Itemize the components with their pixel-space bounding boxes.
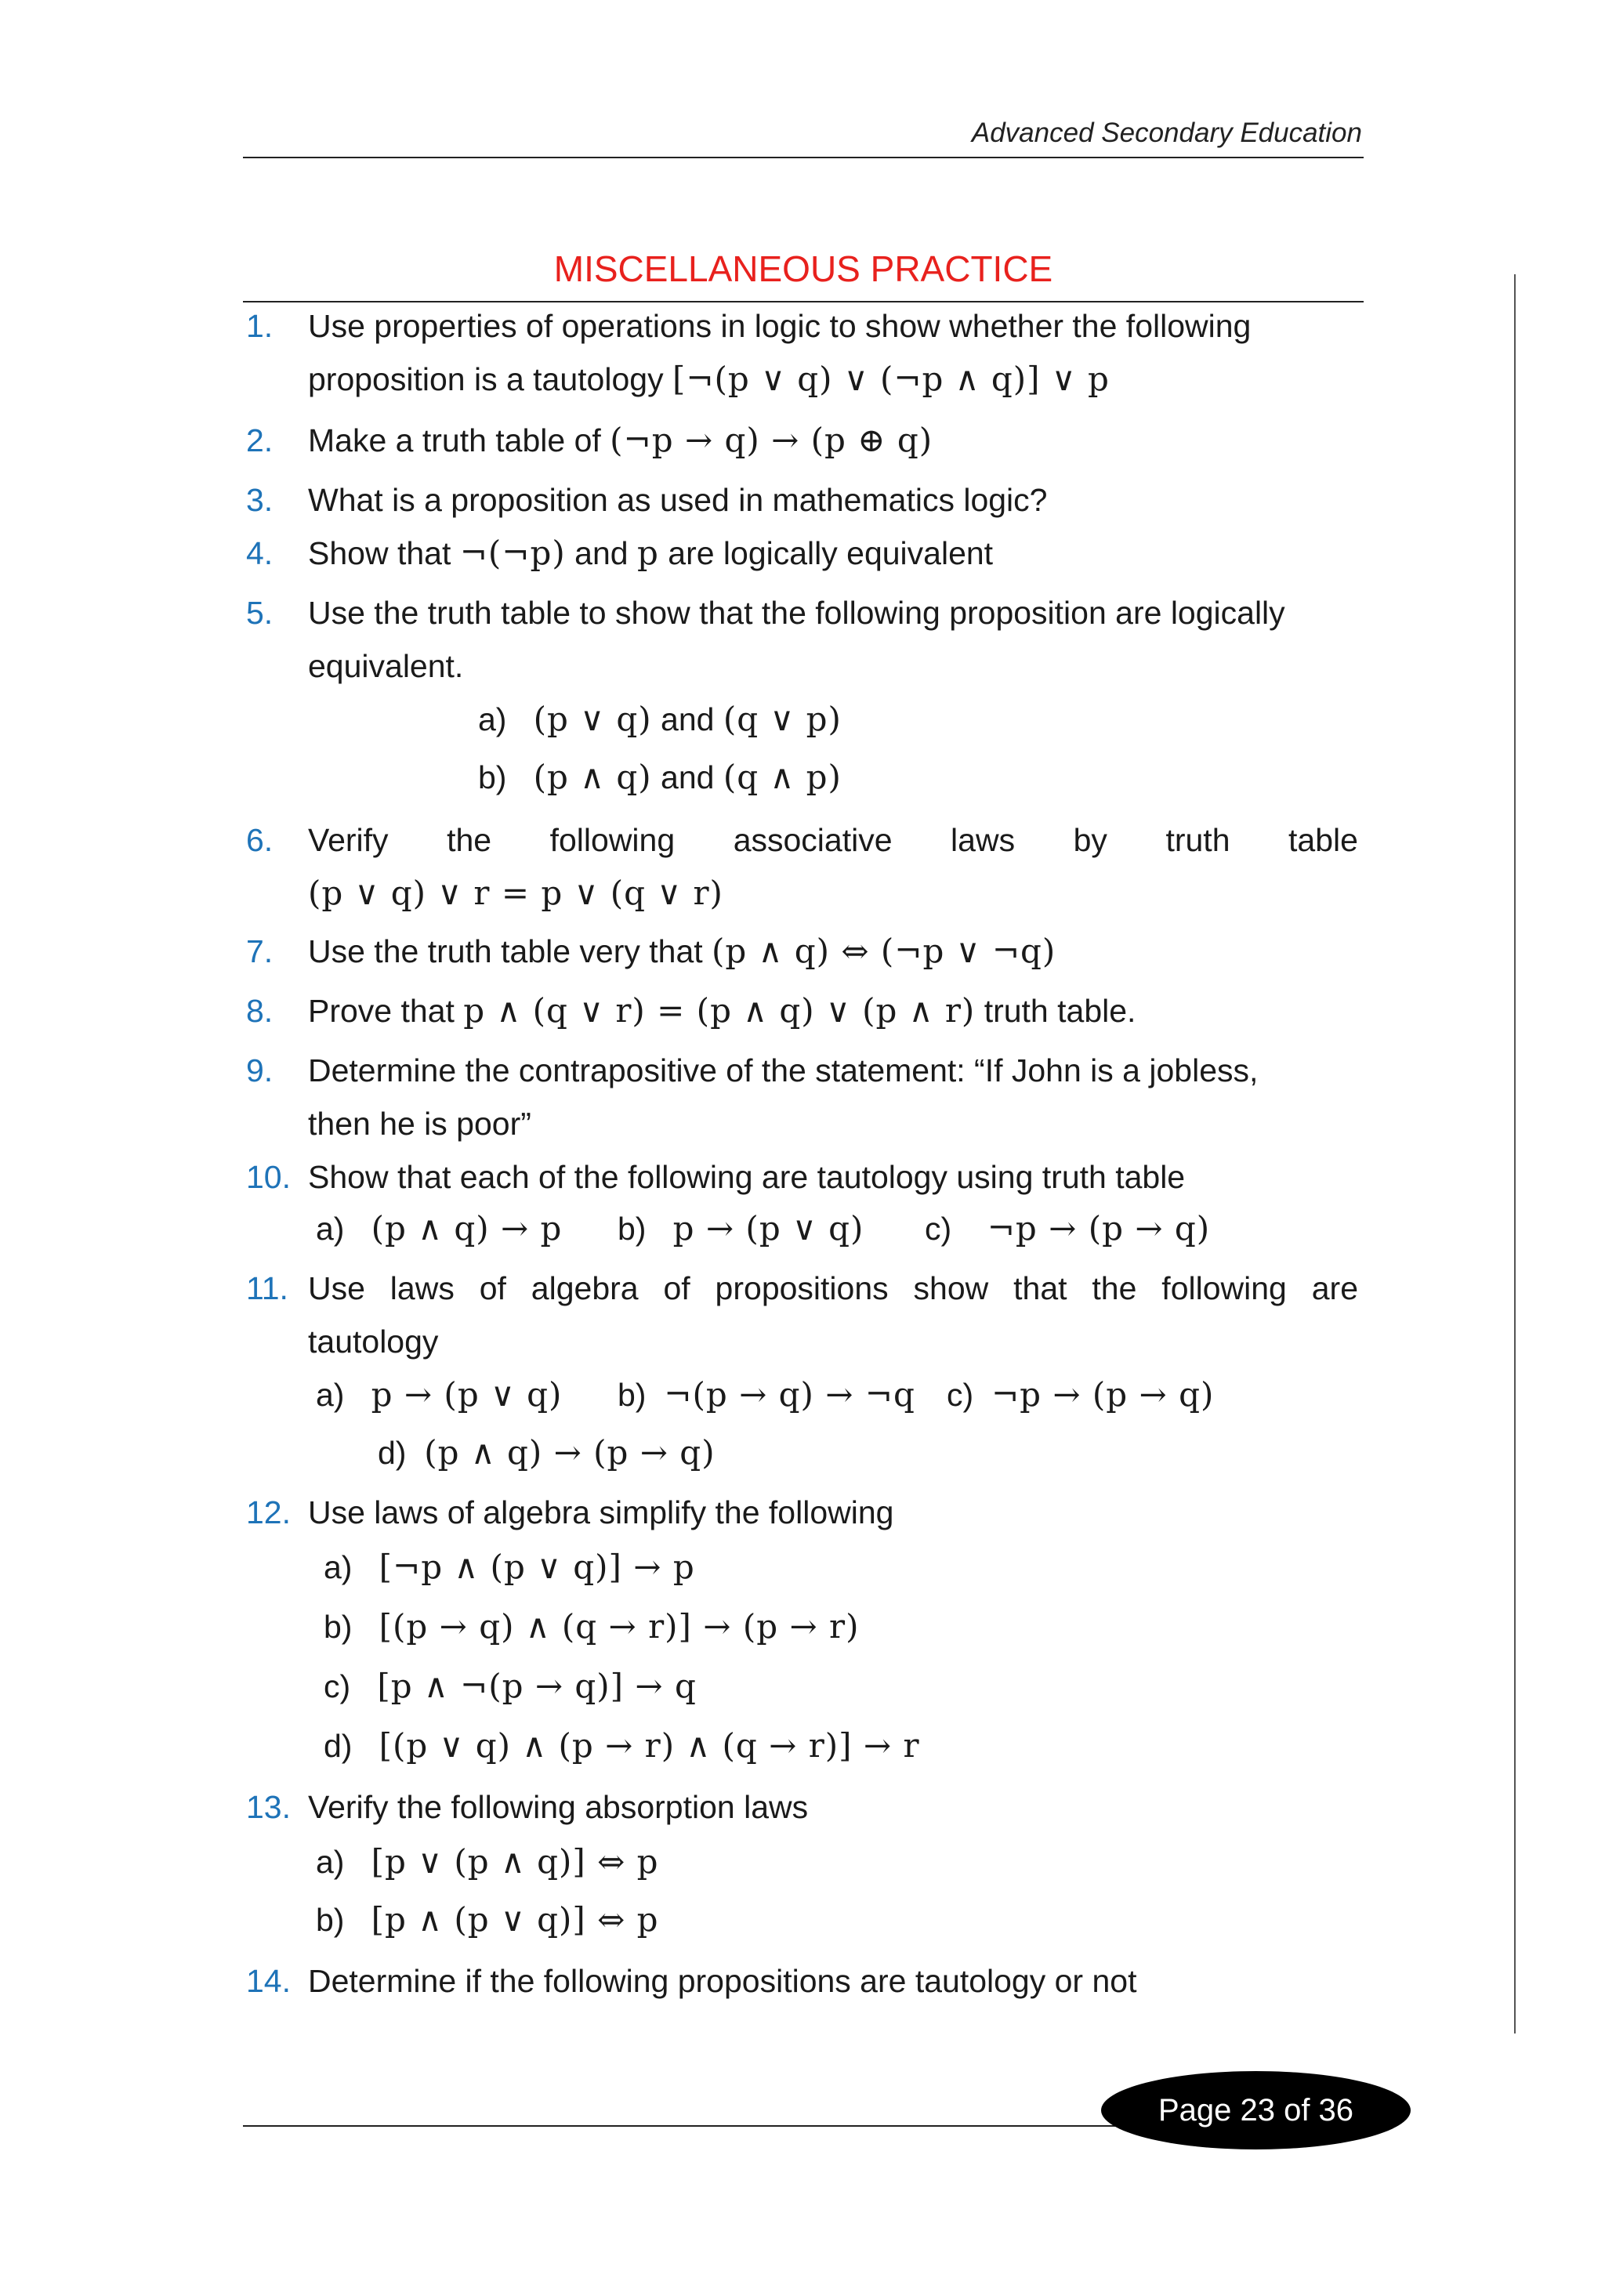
question-text: Use laws of algebra of propositions show that the following are bbox=[308, 1270, 1358, 1306]
section-title: MISCELLANEOUS PRACTICE bbox=[553, 248, 1053, 289]
sub-item-label: c) bbox=[947, 1377, 974, 1413]
header-divider bbox=[243, 157, 1364, 158]
math-expression: (p ∧ q) → p bbox=[371, 1209, 563, 1248]
math-expression: [(p ∨ q) ∧ (p → r) ∧ (q → r)] → r bbox=[379, 1726, 920, 1765]
math-expression: (p ∧ q) bbox=[533, 758, 652, 796]
sub-item-label: c) bbox=[324, 1668, 351, 1704]
math-expression: p → (p ∨ q) bbox=[371, 1375, 563, 1414]
math-expression: p ∧ (q ∨ r) = (p ∧ q) ∨ (p ∧ r) bbox=[463, 991, 976, 1030]
question-number: 2. bbox=[246, 422, 274, 458]
sub-item bbox=[618, 1208, 864, 1249]
sub-item-label: b) bbox=[618, 1211, 647, 1247]
math-expression: (q ∨ p) bbox=[723, 700, 842, 738]
question-number: 14. bbox=[246, 1963, 291, 1999]
sub-item-label: b) bbox=[478, 759, 507, 795]
sub-item-label: b) bbox=[324, 1609, 353, 1645]
question-number: 8. bbox=[246, 993, 274, 1029]
question-text-part: truth table. bbox=[975, 993, 1136, 1029]
sub-item-label: a) bbox=[316, 1211, 345, 1247]
question-text bbox=[308, 873, 723, 914]
sub-item bbox=[324, 1547, 695, 1588]
math-expression: (p ∨ q) bbox=[533, 700, 652, 738]
question-number: 6. bbox=[246, 822, 274, 858]
sub-item bbox=[316, 1899, 659, 1940]
question-text bbox=[308, 359, 1110, 400]
question-number: 5. bbox=[246, 595, 274, 631]
math-expression: (p ∨ q) ∨ r = p ∨ (q ∨ r) bbox=[308, 874, 723, 912]
question-text: Determine if the following propositions are tautology or not bbox=[308, 1963, 1137, 1999]
question-number: 4. bbox=[246, 535, 274, 571]
question-text: Use the truth table to show that the following proposition are logically bbox=[308, 595, 1285, 631]
question-text bbox=[308, 931, 1056, 972]
word: the bbox=[447, 822, 492, 858]
math-expression: [p ∧ (p ∨ q)] ⇔ p bbox=[371, 1900, 659, 1939]
question-text: equivalent. bbox=[308, 648, 464, 684]
sub-item bbox=[925, 1208, 1210, 1249]
question-text bbox=[308, 820, 1358, 860]
question-number: 13. bbox=[246, 1789, 291, 1825]
title-divider bbox=[243, 301, 1364, 302]
sub-item-label: a) bbox=[316, 1844, 345, 1880]
sub-item bbox=[316, 1374, 562, 1415]
math-expression: (p ∧ q) → (p → q) bbox=[424, 1433, 716, 1472]
sub-item bbox=[316, 1842, 659, 1882]
question-text-part: proposition is a tautology bbox=[308, 361, 672, 397]
math-expression: ¬(¬p) bbox=[459, 534, 566, 572]
math-expression: ¬p → (p → q) bbox=[987, 1209, 1211, 1248]
question-number: 11. bbox=[246, 1270, 288, 1306]
word: table bbox=[1288, 822, 1358, 858]
math-expression: [¬(p ∨ q) ∨ (¬p ∧ q)] ∨ p bbox=[672, 360, 1110, 398]
sub-item bbox=[618, 1374, 915, 1415]
question-text: then he is poor” bbox=[308, 1106, 531, 1142]
question-text bbox=[308, 533, 993, 574]
question-text: Use laws of algebra simplify the following bbox=[308, 1494, 894, 1530]
question-text-part: Make a truth table of bbox=[308, 422, 610, 458]
question-text-part: and bbox=[565, 535, 637, 571]
math-expression: (q ∧ p) bbox=[723, 758, 842, 796]
math-expression: [(p → q) ∧ (q → r)] → (p → r) bbox=[379, 1607, 860, 1646]
word: truth bbox=[1165, 822, 1230, 858]
sub-item-label: b) bbox=[618, 1377, 647, 1413]
sub-item bbox=[324, 1666, 697, 1707]
sub-item bbox=[324, 1726, 920, 1766]
math-expression: (¬p → q) → (p ⊕ q) bbox=[610, 421, 933, 459]
question-text: Use properties of operations in logic to show whether the following bbox=[308, 308, 1252, 344]
question-text-part: Use the truth table very that bbox=[308, 933, 712, 969]
question-text bbox=[308, 420, 933, 461]
sub-item bbox=[316, 1208, 562, 1249]
word: associative bbox=[733, 822, 893, 858]
word: Verify bbox=[308, 822, 389, 858]
question-text bbox=[308, 990, 1136, 1031]
math-expression: [¬p ∧ (p ∨ q)] → p bbox=[379, 1548, 695, 1586]
question-text: tautology bbox=[308, 1324, 439, 1360]
math-expression: ¬p → (p → q) bbox=[991, 1375, 1215, 1414]
sub-item-label: a) bbox=[316, 1377, 345, 1413]
question-text: Verify the following absorption laws bbox=[308, 1789, 809, 1825]
word: following bbox=[549, 822, 676, 858]
page-number-badge: Page 23 of 36 bbox=[1101, 2071, 1411, 2149]
question-text: Show that each of the following are tautology using truth table bbox=[308, 1159, 1186, 1195]
sub-item-text: and bbox=[651, 701, 723, 737]
question-text-part: Prove that bbox=[308, 993, 464, 1029]
sub-item bbox=[947, 1374, 1214, 1415]
sub-item-label: c) bbox=[925, 1211, 952, 1247]
sub-item-label: a) bbox=[324, 1549, 353, 1585]
sub-item-label: d) bbox=[378, 1435, 407, 1471]
word: laws bbox=[951, 822, 1016, 858]
sub-item-text: and bbox=[651, 759, 723, 795]
question-text: Determine the contrapositive of the statement: “If John is a jobless, bbox=[308, 1052, 1259, 1088]
question-text-part: are logically equivalent bbox=[658, 535, 994, 571]
sub-item bbox=[478, 699, 842, 740]
sub-item-label: a) bbox=[478, 701, 507, 737]
question-number: 3. bbox=[246, 482, 274, 518]
question-number: 10. bbox=[246, 1159, 291, 1195]
question-number: 1. bbox=[246, 308, 274, 344]
question-number: 9. bbox=[246, 1052, 274, 1088]
math-expression: (p ∧ q) ⇔ (¬p ∨ ¬q) bbox=[712, 932, 1056, 970]
word: by bbox=[1073, 822, 1107, 858]
sub-item-label: b) bbox=[316, 1902, 345, 1938]
math-expression: p → (p ∨ q) bbox=[672, 1209, 864, 1248]
sub-item-label: d) bbox=[324, 1728, 353, 1764]
right-margin-rule bbox=[1514, 274, 1516, 2033]
math-expression: [p ∧ ¬(p → q)] → q bbox=[377, 1667, 697, 1705]
running-header: Advanced Secondary Education bbox=[971, 118, 1362, 148]
question-text: What is a proposition as used in mathematics logic? bbox=[308, 482, 1048, 518]
question-number: 7. bbox=[246, 933, 274, 969]
math-expression: ¬(p → q) → ¬q bbox=[664, 1375, 915, 1414]
question-text-part: Show that bbox=[308, 535, 460, 571]
math-expression: [p ∨ (p ∧ q)] ⇔ p bbox=[371, 1842, 659, 1881]
sub-item bbox=[478, 757, 842, 798]
math-expression: p bbox=[636, 534, 659, 572]
question-number: 12. bbox=[246, 1494, 291, 1530]
sub-item bbox=[378, 1432, 716, 1473]
sub-item bbox=[324, 1606, 859, 1647]
